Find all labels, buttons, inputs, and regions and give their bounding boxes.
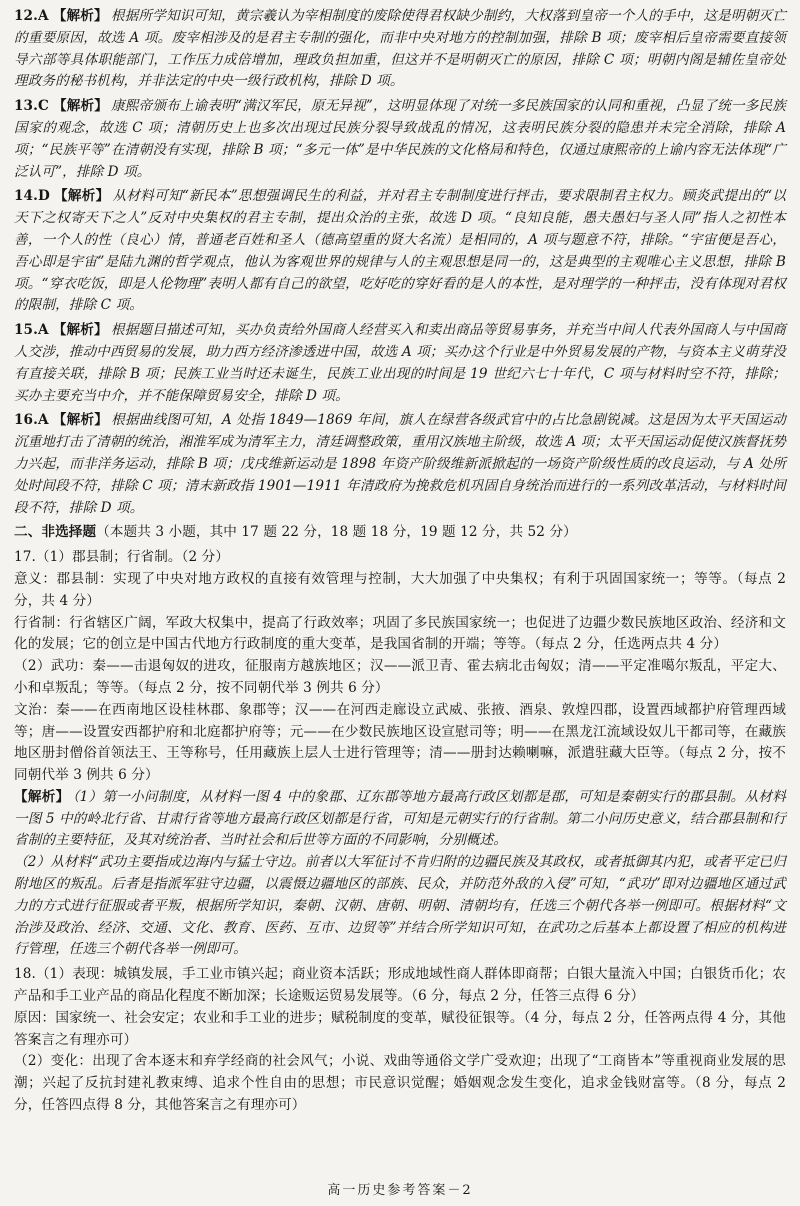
answer-17-significance: 意义：郡县制：实现了中央对地方政权的直接有效管理与控制，大大加强了中央集权；有利于巩固国家统一；等等。（每点 2 分，共 4 分） — [14, 570, 786, 609]
analysis-tag: 【解析】 — [52, 322, 108, 339]
answer-17-part1: 17.（1）郡县制；行省制。（2 分） — [14, 549, 230, 566]
section-note: （本题共 3 小题，其中 17 题 22 分，18 题 18 分，19 题 12 分，共 52 分） — [96, 524, 577, 541]
answer-17-province-system: 行省制：行省辖区广阔，军政大权集中，提高了行政效率；巩固了多民族国家统一；也促进了边疆少数民族地区政治、经济和文化的发展；它的创立是中国古代地方行政制度的重大变革，是我国省制的开端；等等。（每点 2 分，任选两点共 4 分） — [14, 614, 786, 653]
answer-17-civil: 文治：秦——在西南地区设桂林郡、象郡等；汉——在河西走廊设立武威、张掖、酒泉、敦煌四郡，设置西域都护府管理西域等；唐——设置安西都护府和北庭都护府等；元——在少数民族地区设宣慰司等；明——在黑龙江流域设奴儿干都司等，在藏族地区册封僧俗首领法王、王等称号，任用藏族上层人士进行管理等；清——册封达赖喇嘛，派遣驻藏大臣等。（每点 2 分，按不同朝代举 3 例共 6 分） — [14, 701, 786, 784]
analysis-tag: 【解析】 — [52, 8, 108, 24]
analysis-tag: 【解析】 — [52, 412, 109, 429]
answer-15 — [14, 320, 786, 407]
analysis-tag: 【解析】 — [52, 98, 109, 115]
answer-12 — [14, 6, 786, 93]
analysis-text: 根据曲线图可知，A 处指 1849—1869 年间，旗人在绿营各级武官中的占比急剧锐减。这是因为太平天国运动沉重地打击了清朝的统治，湘淮军成为清军主力，清廷调整政策，重用汉族地主阶级，故选 A 项；太平天国运动促使汉族督抚势力兴起，而非洋务运动，排除 B 项；戊戌维新运动是 1898 年资产阶级维新派掀起的一场资产阶级性质的改良运动，与 A 处所处时间段不符，排除 C 项；清末新政指 1901—1911 年清政府为挽救危机巩固自身统治而进行的一系列改革活动，与材料时间段不符，排除 D 项。 — [14, 412, 786, 516]
section-heading — [14, 522, 786, 544]
answer-18-reasons: 原因：国家统一、社会安定；农业和手工业的进步；赋税制度的变革，赋役征银等。（4 分，每点 2 分，任答两点得 4 分，其他答案言之有理亦可） — [14, 1009, 786, 1048]
analysis-tag: 【解析】 — [53, 188, 110, 205]
answer-number: 14.D — [14, 188, 50, 205]
page-footer: 高一历史参考答案－2 — [327, 1183, 473, 1198]
answer-17-analysis-1 — [14, 787, 786, 852]
answer-number: 12.A — [14, 8, 49, 24]
analysis-text: 根据所学知识可知，黄宗羲认为宰相制度的废除使得君权缺少制约，大权落到皇帝一个人的手中，这是明朝灭亡的重要原因，故选 A 项。废宰相涉及的是君主专制的强化，而非中央对地方的控制加强，排除 B 项；废宰相后皇帝需要直接领导六部等具体职能部门，工作压力成倍增加，理政负担加重，但这并不是明朝灭亡的原因，排除 C 项；明朝内阁是辅佐皇帝处理政务的秘书机构，并非法定的中央一级行政机构，排除 D 项。 — [14, 8, 786, 90]
answer-13 — [14, 96, 786, 183]
answer-18-changes: （2）变化：出现了舍本逐末和弃学经商的社会风气；小说、戏曲等通俗文学广受欢迎；出现了“工商皆本”等重视商业发展的思潮；兴起了反抗封建礼教束缚、追求个性自由的思想；市民意识觉醒；婚姻观念发生变化，追求金钱财富等。（8 分，每点 2 分，任答四点得 8 分，其他答案言之有理亦可） — [14, 1053, 786, 1114]
answer-17-analysis-2: （2）从材料“武功主要指成边海内与猛士守边。前者以大军征讨不肯归附的边疆民族及其政权，或者抵御其内犯，或者平定已归附地区的叛乱。后者是指派军驻守边疆，以震慑边疆地区的部族、民众，并防范外敌的入侵”可知，“武功”即对边疆地区通过武力的方式进行征服或者平叛，根据所学知识，秦朝、汉朝、唐朝、明朝、清朝均有，任选三个朝代各举一例即可。根据材料“文治涉及政治、经济、交通、文化、教育、医药、互市、边贸等”并结合所学知识可知，在武功之后基本上都设置了相应的机构进行管理，任选三个朝代各举一例即可。 — [14, 854, 786, 958]
analysis-text: 康熙帝颁布上谕表明“满汉军民，原无异视”，这明显体现了对统一多民族国家的认同和重视，凸显了统一多民族国家的观念，故选 C 项；清朝历史上也多次出现过民族分裂导致战乱的情况，这表明民族分裂的隐患并未完全消除，排除 A 项；“民族平等”在清朝没有实现，排除 B 项；“多元一体”是中华民族的文化格局和特色，仅通过康熙帝的上谕内容无法体现“广泛认可”，排除 D 项。 — [14, 98, 786, 180]
answer-17-military: （2）武功：秦——击退匈奴的进攻，征服南方越族地区；汉——派卫青、霍去病北击匈奴；清——平定准噶尔叛乱，平定大、小和卓叛乱；等等。（每点 2 分，按不同朝代举 3 例共 6 分） — [14, 658, 786, 696]
answer-number: 16.A — [14, 412, 49, 429]
analysis-tag: 【解析】 — [14, 788, 70, 805]
answer-number: 15.A — [14, 322, 49, 339]
analysis-text: 从材料可知“新民本”思想强调民生的利益，并对君主专制制度进行抨击，要求限制君主权力。顾炎武提出的“以天下之权寄天下之人”反对中央集权的君主专制，提出众治的主张，故选 D 项。“良知良能，愚夫愚妇与圣人同”指人之初性本善，一个人的性（良心）情，普通老百姓和圣人（德高望重的贤大名流）是相同的，A 项与题意不符，排除。“宇宙便是吾心，吾心即是宇宙”是陆九渊的哲学观点，他认为客观世界的规律与人的主观思想是同一的，这是典型的主观唯心主义思想，排除 B 项。“穿衣吃饭，即是人伦物理”表明人都有自己的欲望，吃好吃的穿好看的是人的本性，是对理学的一种抨击，没有体现对君权的限制，排除 C 项。 — [14, 188, 786, 314]
section-title: 二、非选择题 — [14, 524, 97, 541]
analysis-text: （1）第一小问制度，从材料一图 4 中的象郡、辽东郡等地方最高行政区划都是郡，可知是秦朝实行的郡县制。从材料一图 5 中的岭北行省、甘肃行省等地方最高行政区划都是行省，可知是元朝实行的行省制。第二小问历史意义，结合郡县制和行省制的主要特征，及其对统治者、当时社会和后世等方面的不同影响，分别概述。 — [14, 788, 786, 849]
answer-16 — [14, 410, 786, 519]
answer-number: 13.C — [14, 98, 49, 115]
answer-14 — [14, 186, 786, 317]
analysis-text: 根据题目描述可知，买办负责给外国商人经营买入和卖出商品等贸易事务，并充当中间人代表外国商人与中国商人交涉，推动中西贸易的发展，助力西方经济渗透进中国，故选 A 项；买办这个行业是中外贸易发展的产物，与资本主义萌芽没有直接关联，排除 B 项；民族工业当时还未诞生，民族工业出现的时间是 19 世纪六七十年代，C 项与材料时空不符，排除；买办主要充当中介，并不能保障贸易安全，排除 D 项。 — [14, 322, 786, 404]
answer-18-performance: 18.（1）表现：城镇发展，手工业市镇兴起；商业资本活跃；形成地域性商人群体即商帮；白银大量流入中国；白银货币化；农产品和手工业产品的商品化程度不断加深；长途贩运贸易发展等。（6 分，每点 2 分，任答三点得 6 分） — [14, 966, 786, 1005]
